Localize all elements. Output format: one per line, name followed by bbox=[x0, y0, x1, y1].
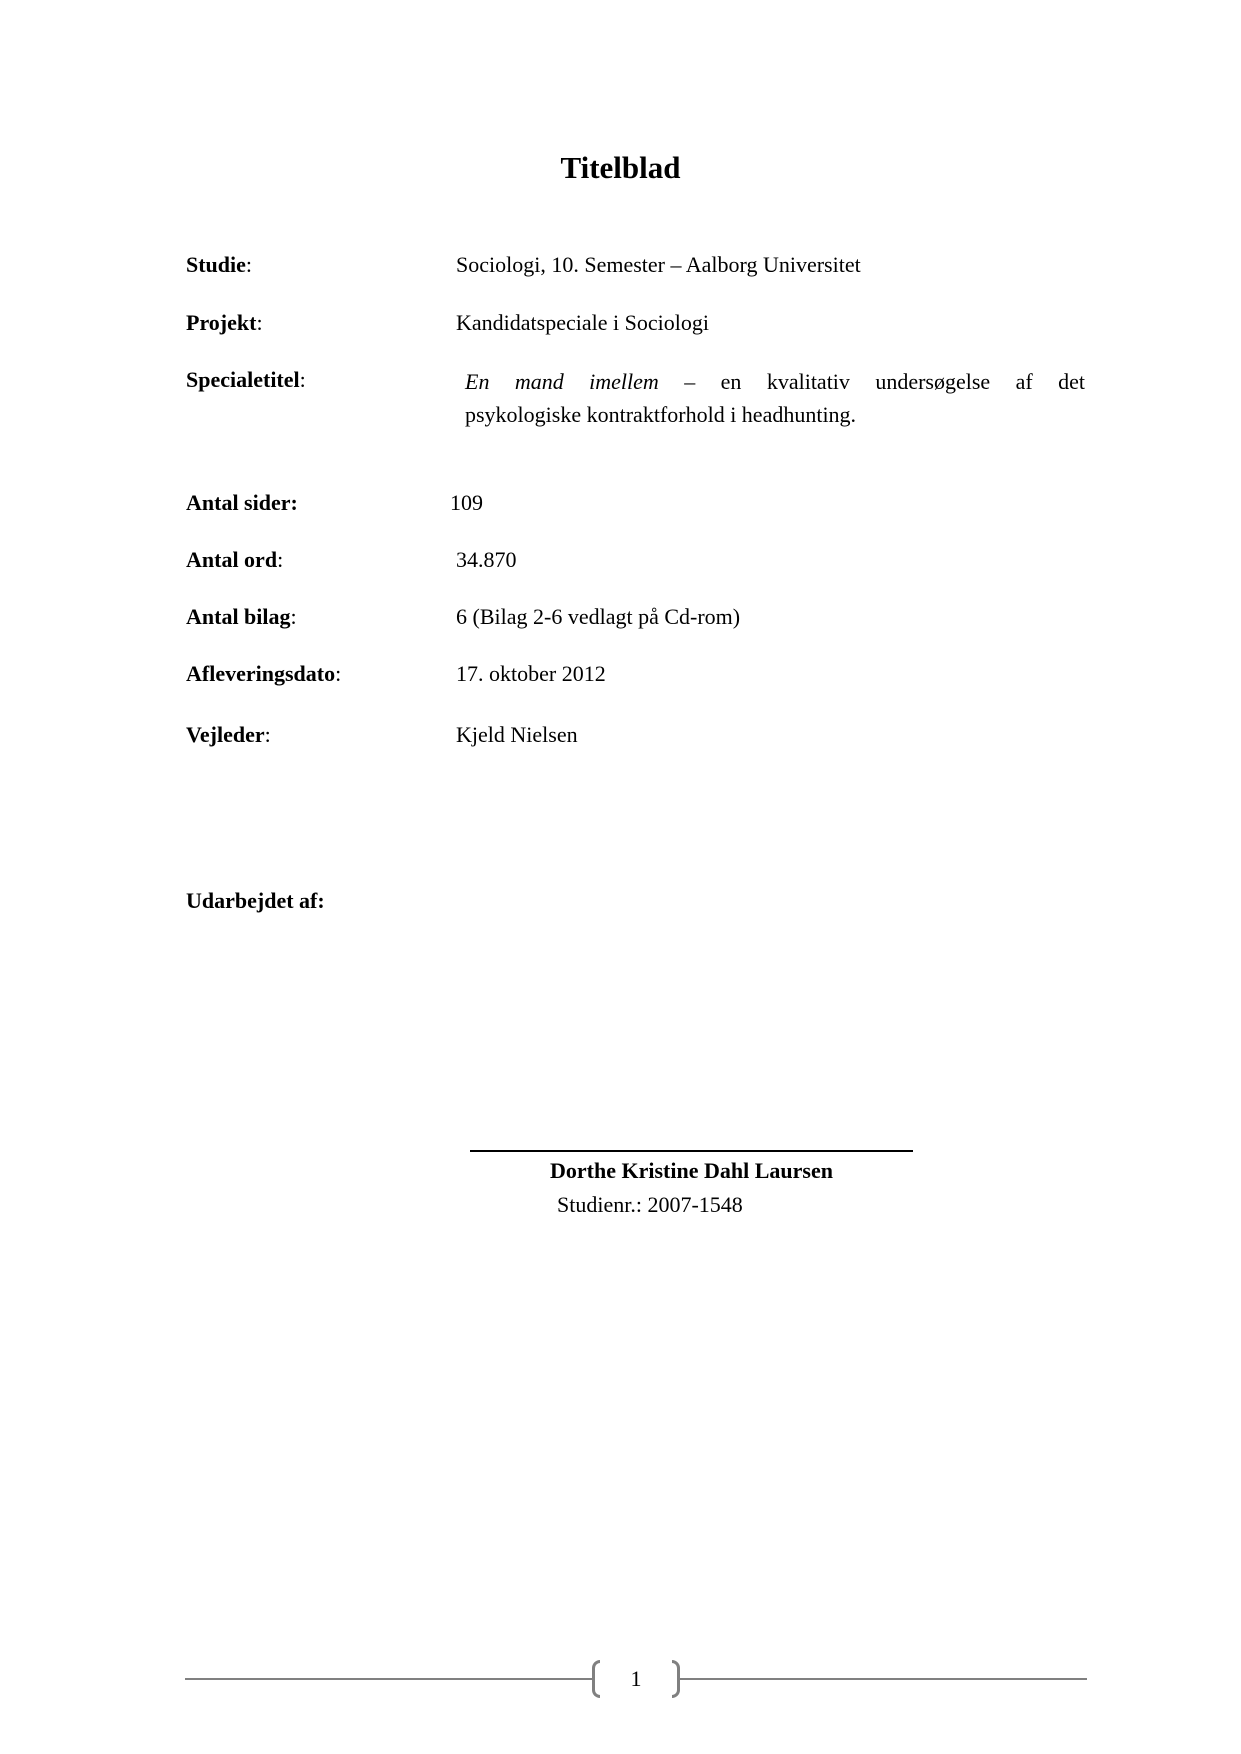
field-value: 109 bbox=[450, 490, 483, 515]
field-value: 34.870 bbox=[456, 547, 517, 572]
field-value: Kjeld Nielsen bbox=[456, 722, 578, 747]
page-number-bracket-right bbox=[672, 1660, 680, 1698]
page-number-bracket-left bbox=[592, 1660, 600, 1698]
page-number: 1 bbox=[630, 1666, 642, 1691]
field-value: 17. oktober 2012 bbox=[456, 661, 606, 686]
thesis-title-italic: En mand imellem bbox=[465, 369, 659, 394]
field-label: Studie: bbox=[186, 252, 253, 277]
field-value: 6 (Bilag 2-6 vedlagt på Cd-rom) bbox=[456, 604, 741, 629]
field-label: Antal ord: bbox=[186, 547, 284, 572]
field-label: Vejleder: bbox=[186, 722, 271, 747]
field-label: Antal sider: bbox=[186, 490, 298, 515]
field-label: Antal bilag: bbox=[186, 604, 297, 629]
thesis-title-line-1: En mand imellem – en kvalitativ undersøgelse af det bbox=[465, 369, 1085, 394]
prepared-by-label: Udarbejdet af: bbox=[186, 888, 325, 913]
footer-rule-right bbox=[680, 1678, 1087, 1680]
author-name: Dorthe Kristine Dahl Laursen bbox=[550, 1158, 833, 1183]
page-title: Titelblad bbox=[560, 150, 681, 185]
student-id: Studienr.: 2007-1548 bbox=[557, 1192, 743, 1217]
field-label: Specialetitel: bbox=[186, 367, 306, 392]
field-value bbox=[465, 365, 1085, 431]
signature-line bbox=[470, 1150, 913, 1152]
thesis-title-line-2: psykologiske kontraktforhold i headhunting. bbox=[465, 402, 857, 427]
field-value: Kandidatspeciale i Sociologi bbox=[456, 310, 709, 335]
field-value: Sociologi, 10. Semester – Aalborg Universitet bbox=[456, 252, 861, 277]
field-label: Afleveringsdato: bbox=[186, 661, 342, 686]
field-label: Projekt: bbox=[186, 310, 263, 335]
footer-rule-left bbox=[185, 1678, 593, 1680]
